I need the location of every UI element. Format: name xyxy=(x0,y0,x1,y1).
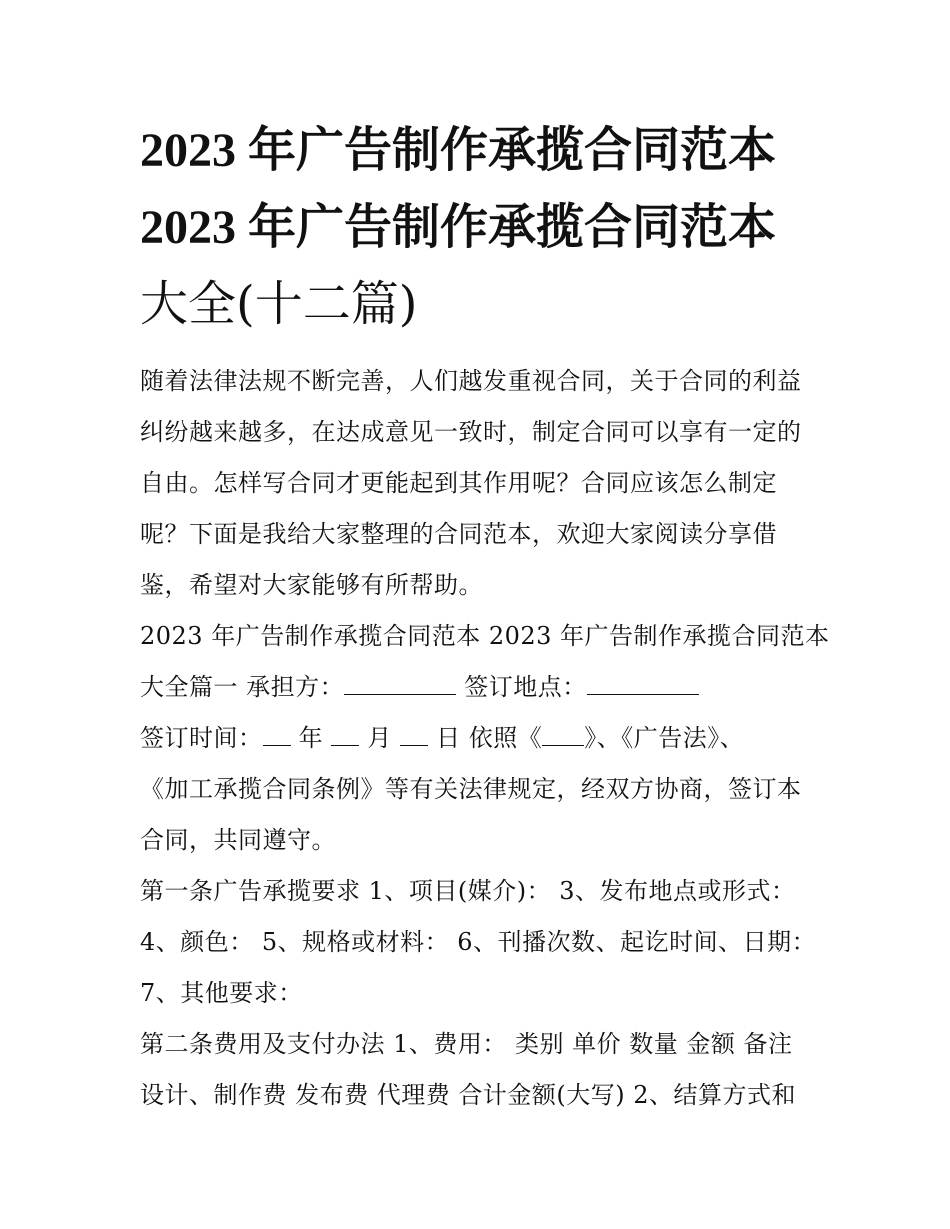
intro-line: 纠纷越来越多，在达成意见一致时，制定合同可以享有一定的 xyxy=(140,418,802,446)
article-1-line: 4、颜色： 5、规格或材料： 6、刊播次数、起讫时间、日期： xyxy=(140,928,817,956)
location-label: 签订地点： xyxy=(456,673,587,701)
title-line-2: 2023 年广告制作承揽合同范本 xyxy=(140,201,777,254)
title-line-1: 2023 年广告制作承揽合同范本 xyxy=(140,124,777,177)
intro-line: 随着法律法规不断完善，人们越发重视合同，关于合同的利益 xyxy=(140,367,802,395)
intro-line: 鉴，希望对大家能够有所帮助。 xyxy=(140,571,483,599)
contract-heading-line: 2023 年广告制作承揽合同范本 2023 年广告制作承揽合同范本 xyxy=(140,622,830,650)
intro-paragraph xyxy=(140,356,820,611)
sign-time-label: 签订时间： xyxy=(140,724,263,752)
basis-end-line: 合同，共同遵守。 xyxy=(140,826,336,854)
day-label: 日 依照《 xyxy=(428,724,543,752)
sign-time-line xyxy=(140,713,820,764)
document-page xyxy=(140,112,830,1121)
document-title xyxy=(140,112,820,342)
article-2 xyxy=(140,1019,820,1121)
article-2-line: 设计、制作费 发布费 代理费 合计金额(大写) 2、结算方式和 xyxy=(140,1081,797,1109)
day-blank xyxy=(400,725,428,746)
year-blank xyxy=(263,725,291,746)
year-label: 年 xyxy=(290,724,332,752)
law-blank xyxy=(542,725,584,746)
law-text: 》、《广告法》、 xyxy=(584,724,745,752)
title-line-3: 大全(十二篇) xyxy=(140,276,418,332)
article-1 xyxy=(140,866,820,1019)
basis-line: 《加工承揽合同条例》等有关法律规定，经双方协商，签订本 xyxy=(140,775,802,803)
location-blank xyxy=(587,674,699,695)
contract-party-line xyxy=(140,662,820,713)
month-blank xyxy=(331,725,359,746)
article-1-line: 第一条广告承揽要求 1、项目(媒介)： 3、发布地点或形式： xyxy=(140,877,796,905)
party-label: 大全篇一 承担方： xyxy=(140,673,345,701)
article-1-line: 7、其他要求： xyxy=(140,979,303,1007)
intro-line: 自由。怎样写合同才更能起到其作用呢？合同应该怎么制定 xyxy=(140,469,777,497)
month-label: 月 xyxy=(359,724,401,752)
contract-heading xyxy=(140,611,830,713)
sign-time-paragraph xyxy=(140,713,820,866)
article-2-line: 第二条费用及支付办法 1、费用： 类别 单价 数量 金额 备注 xyxy=(140,1030,793,1058)
party-blank xyxy=(344,674,456,695)
intro-line: 呢？下面是我给大家整理的合同范本，欢迎大家阅读分享借 xyxy=(140,520,777,548)
